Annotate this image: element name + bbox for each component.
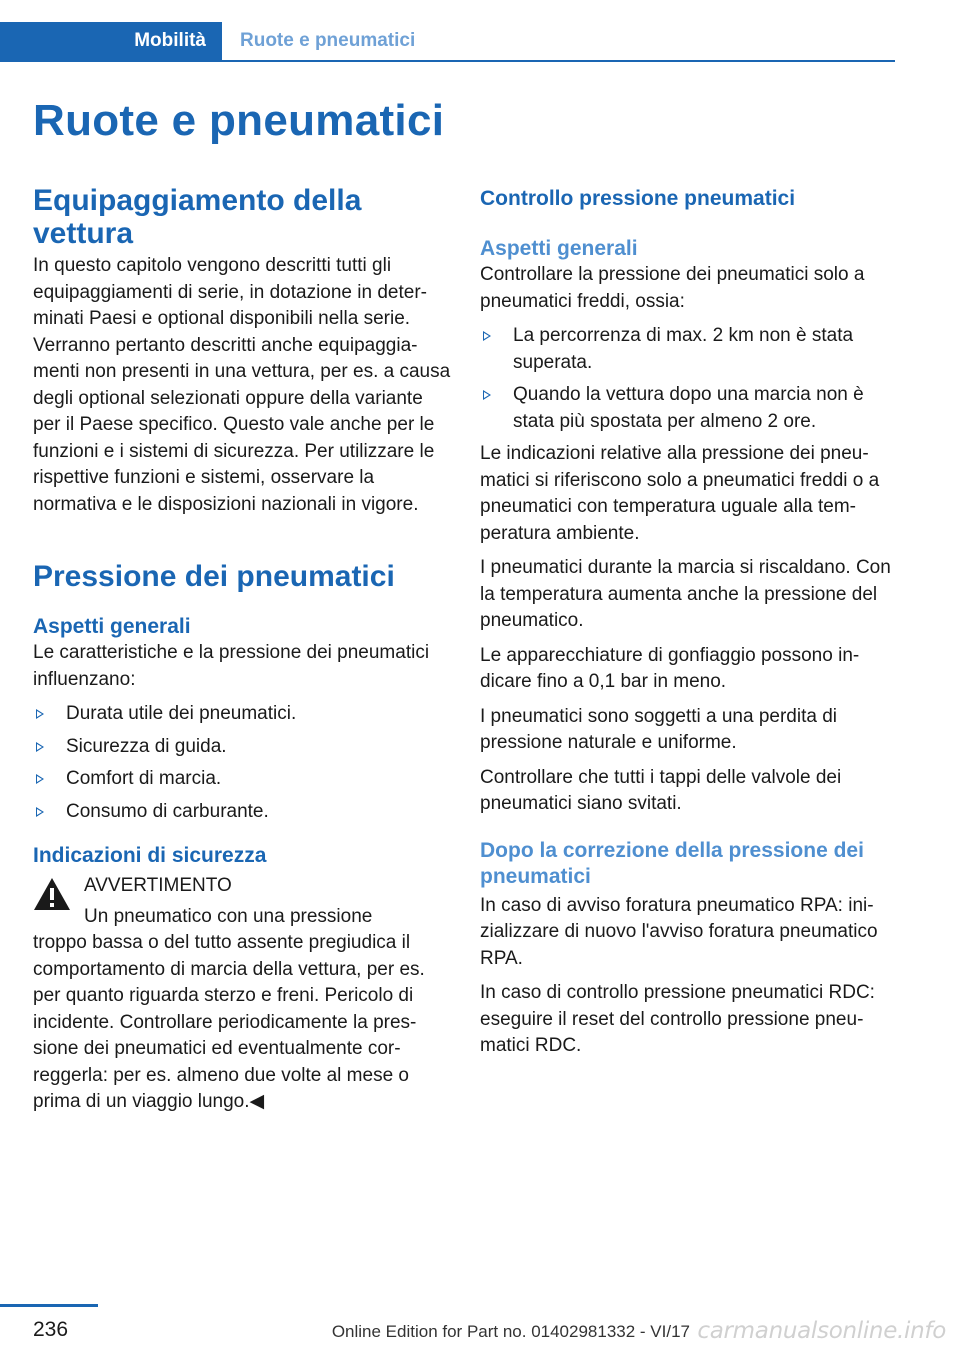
- safety-heading: Indicazioni di sicurezza: [33, 844, 267, 867]
- header-tab-section: Ruote e pneumatici: [240, 30, 416, 51]
- list-item: Comfort di marcia.: [33, 766, 453, 793]
- general-heading-left: Aspetti generali: [33, 615, 191, 638]
- page-header: [0, 22, 895, 62]
- list-item: Sicurezza di guida.: [33, 734, 453, 761]
- right-column: [480, 180, 898, 1060]
- general-heading-right: Aspetti generali: [480, 237, 638, 260]
- triangle-bullet-icon: [36, 807, 44, 817]
- warning-text-first-line: Un pneumatico con una pressione: [84, 905, 373, 927]
- list-item: Quando la vettura dopo una marcia non è stata più spostata per almeno 2 ore.: [480, 382, 898, 435]
- warning-block: [33, 873, 453, 1116]
- edition-text: Online Edition for Part no. 01402981332 - VI/17: [331, 1322, 690, 1341]
- paragraph: In caso di avviso foratura pneumatico RPA: inizializzare di nuovo l'avviso foratura pneumatico RPA.: [480, 894, 878, 969]
- triangle-bullet-icon: [483, 331, 491, 341]
- general-text-left: Le caratteristiche e la pressione dei pneumatici influenzano:: [33, 642, 430, 690]
- check-heading: Controllo pressione pneumatici: [480, 187, 796, 210]
- warning-text: troppo bassa o del tutto assente pregiudica il comportamento di marcia della vettura, per es. per quanto riguarda sterzo e freni. Pericolo di incidente. Controllare periodicamente la pressione dei pneumatici ed eventualmente correggerla: per es. almeno due volte al mese o prima di un viaggio lungo.◀: [33, 932, 425, 1112]
- page-number: 236: [33, 1318, 69, 1341]
- chapter-title: Ruote e pneumatici: [33, 96, 445, 145]
- watermark: carmanualsonline.info: [697, 1318, 946, 1344]
- paragraph: Le indicazioni relative alla pressione dei pneumatici si riferiscono solo a pneumatici freddi o a pneumatici con temperatura uguale alla temperatura ambiente.: [480, 443, 880, 544]
- warning-label: AVVERTIMENTO: [84, 875, 232, 896]
- paragraph: I pneumatici durante la marcia si riscaldano. Con la temperatura aumenta anche la pressione del pneumatico.: [480, 557, 891, 631]
- footer-divider: [0, 1304, 98, 1307]
- cold-tyre-list: [480, 323, 898, 435]
- list-item: Consumo di carburante.: [33, 799, 453, 826]
- paragraph: I pneumatici sono soggetti a una perdita di pressione naturale e uniforme.: [480, 705, 838, 753]
- triangle-bullet-icon: [36, 742, 44, 752]
- paragraph: In caso di controllo pressione pneumatici RDC: eseguire il reset del controllo pressione pneumatici RDC.: [480, 982, 875, 1056]
- left-column: [33, 180, 453, 1116]
- warning-triangle-icon: [33, 877, 71, 911]
- list-item: Durata utile dei pneumatici.: [33, 701, 453, 728]
- list-item: La percorrenza di max. 2 km non è stata superata.: [480, 323, 898, 376]
- equipment-text: In questo capitolo vengono descritti tutti gli equipaggiamenti di serie, in dotazione in determinati Paesi e optional disponibili nella serie. Verranno pertanto descritti anche equipaggiamenti non presenti in una vettura, per es. a causa degli optional selezionati oppure della variante per il Paese specifico. Questo vale anche per le funzioni e i sistemi di sicurezza. Per utilizzare le rispettive funzioni e sistemi, osservare la normativa e le disposizioni nazionali in vigore.: [33, 255, 451, 515]
- header-tab-mobilita: Mobilità: [0, 22, 222, 60]
- pressure-heading: Pressione dei pneumatici: [33, 560, 395, 593]
- triangle-bullet-icon: [36, 709, 44, 719]
- header-divider: [0, 60, 895, 62]
- general-text-right: Controllare la pressione dei pneumatici solo a pneumatici freddi, ossia:: [480, 264, 865, 312]
- equipment-heading: Equipaggiamento della vettura: [33, 184, 362, 250]
- paragraph: Le apparecchiature di gonfiaggio possono indicare fino a 0,1 bar in meno.: [480, 644, 860, 692]
- paragraph: Controllare che tutti i tappi delle valvole dei pneumatici siano svitati.: [480, 766, 842, 814]
- triangle-bullet-icon: [483, 390, 491, 400]
- after-correction-heading: Dopo la correzione della pressione dei pneumatici: [480, 838, 864, 888]
- triangle-bullet-icon: [36, 774, 44, 784]
- general-list-left: [33, 701, 453, 825]
